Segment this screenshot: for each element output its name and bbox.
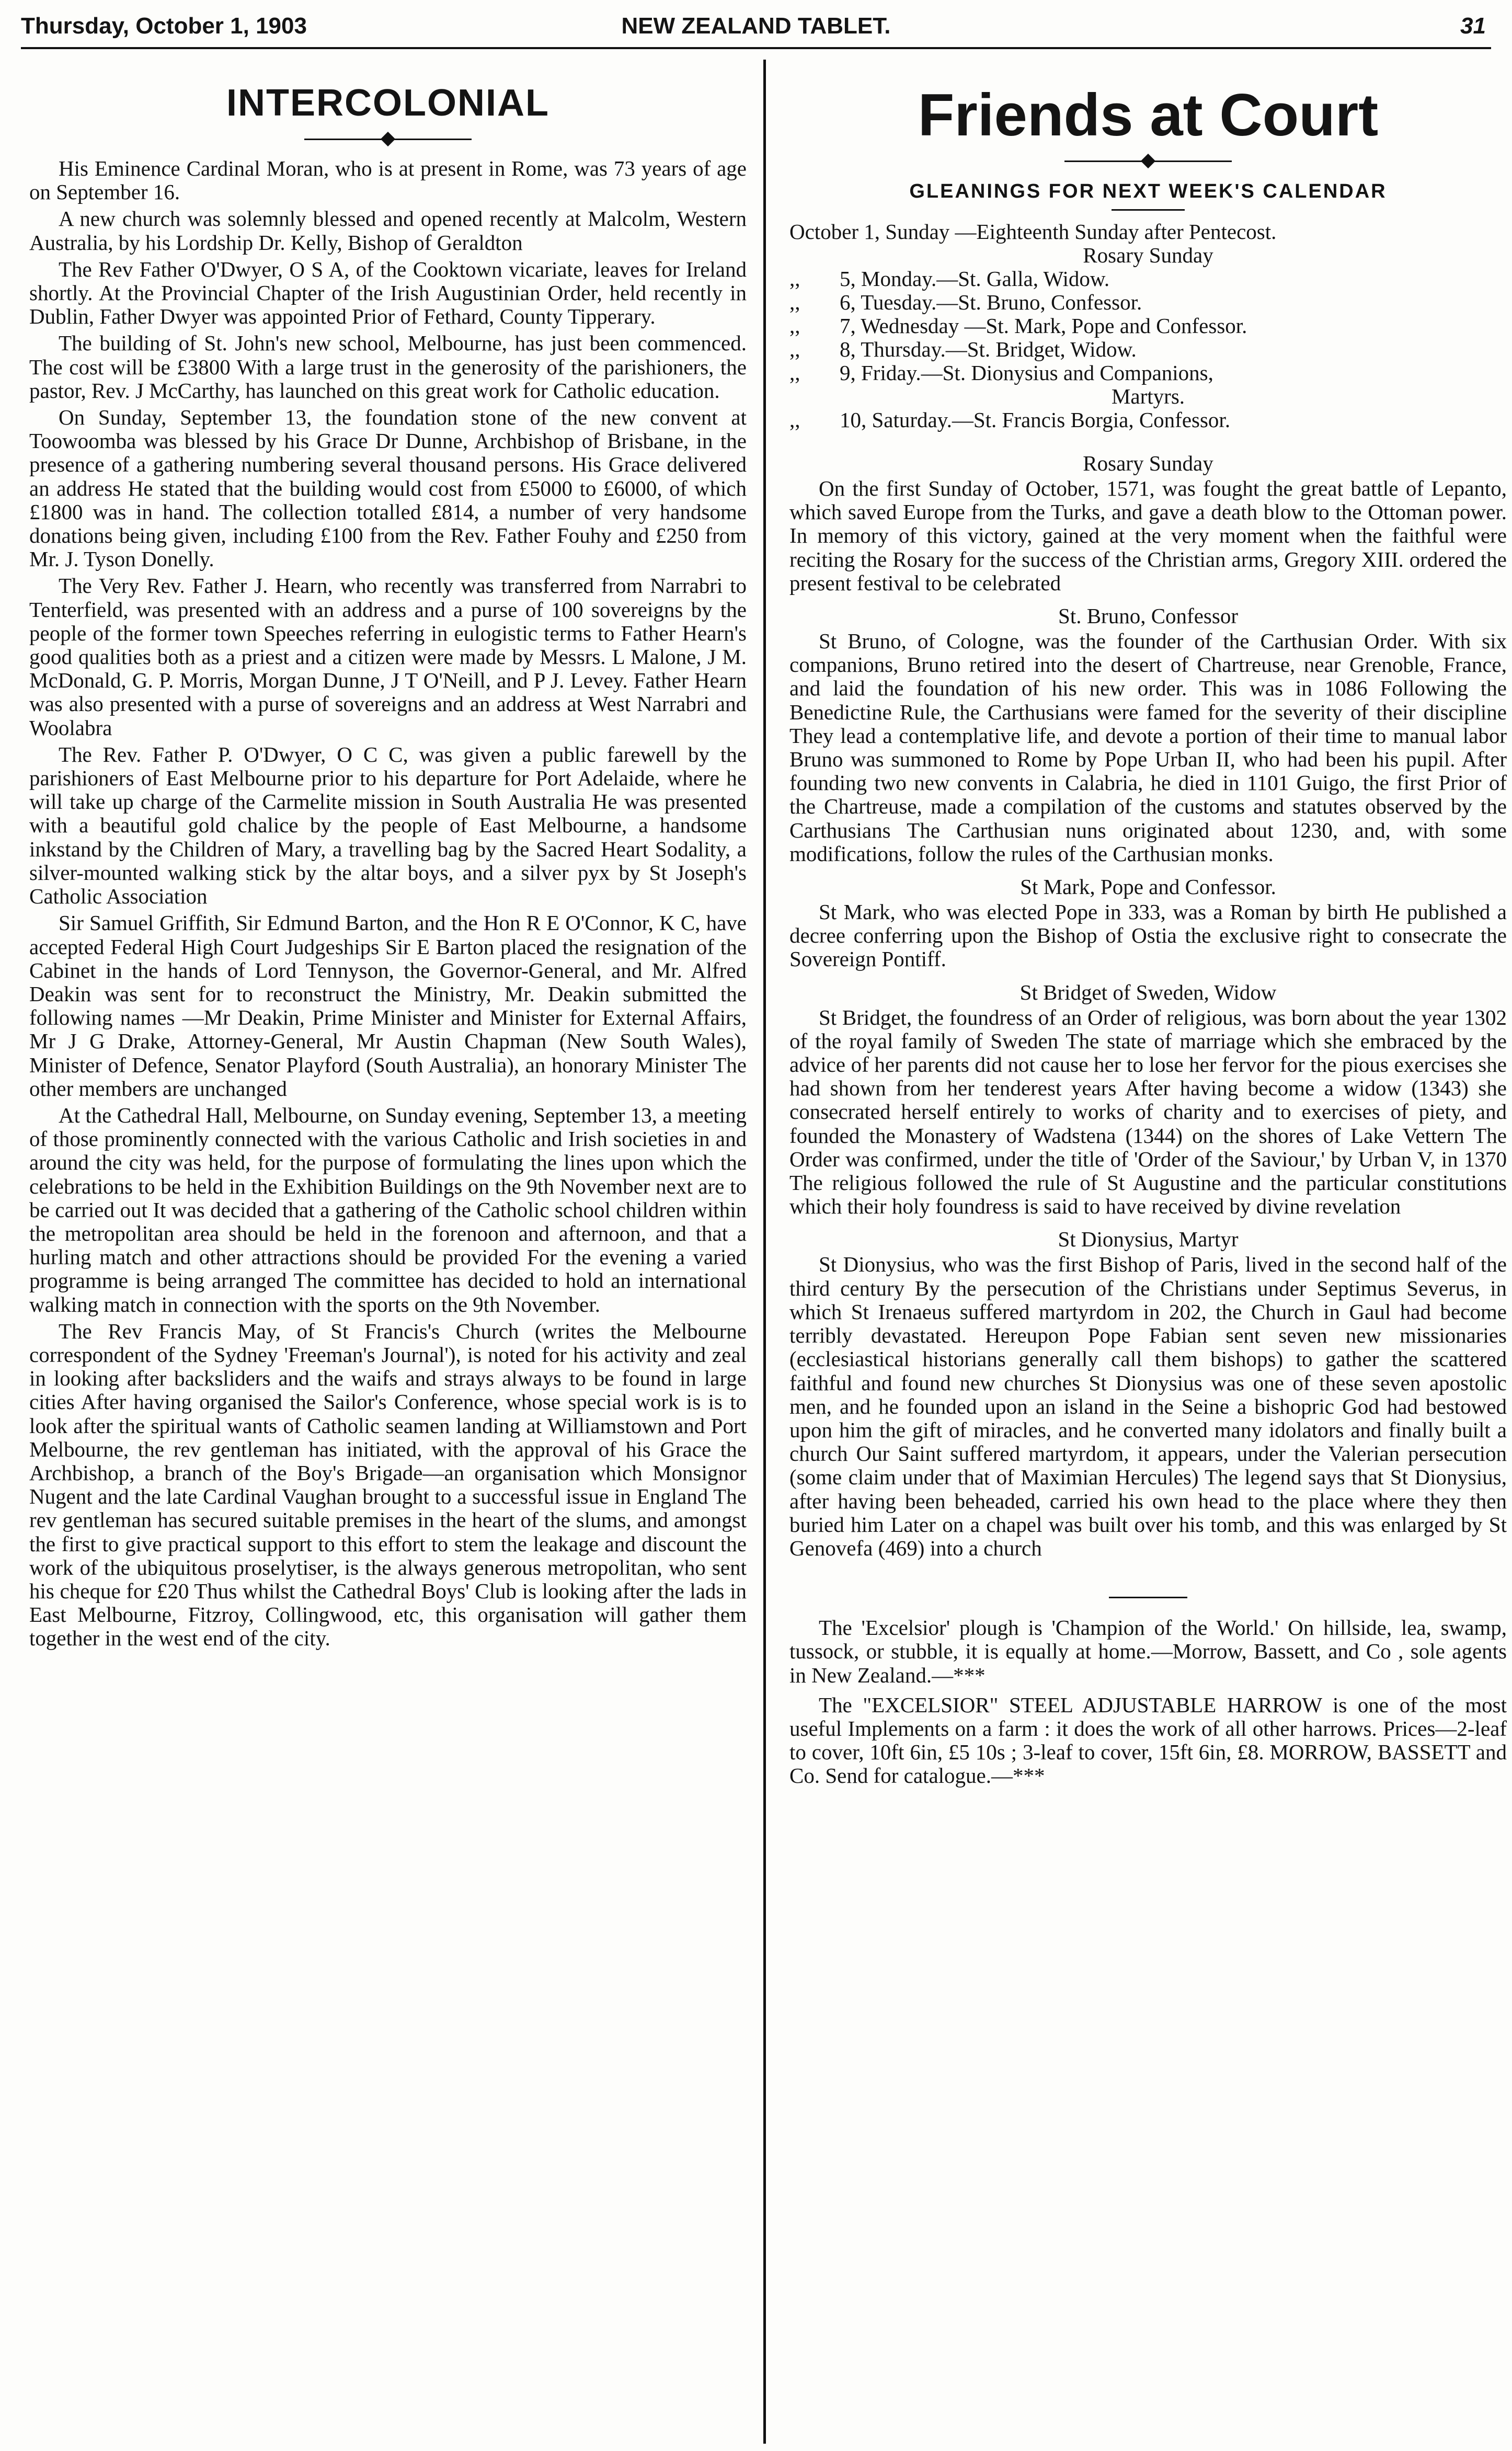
article-paragraph: A new church was solemnly blessed and opened recently at Malcolm, Western Australia, by his Lordship Dr. Kelly, Bishop of Geraldton xyxy=(29,207,747,255)
section-paragraph: St Bridget, the foundress of an Order of religious, was born about the year 1302 of the royal family of Sweden The state of marriage which she embraced by the advice of her parents did not cause her to lose her fervor for the pious exercises she had shown from her tenderest years After having become a widow (1343) she consecrated herself entirely to works of charity and to exercises of piety, and founded the Monastery of Wadstena (1344) on the shores of Lake Vettern The Order was confirmed, under the title of 'Order of the Saviour,' by Urban V, in 1370 The religious followed the rule of St Augustine and the particular constitutions which their holy foundress is said to have received by divine revelation xyxy=(789,1005,1507,1219)
section-paragraph: St Mark, who was elected Pope in 333, was a Roman by birth He published a decree conferring upon the Bishop of Ostia the exclusive right to consecrate the Sovereign Pontiff. xyxy=(789,900,1507,971)
advertisement-paragraph: The "EXCELSIOR" STEEL ADJUSTABLE HARROW is one of the most useful Implements on a farm : it does the work of all other harrows. Prices—2-leaf to cover, 10ft 6in, £5 10s ; 3-leaf to cover, 15ft 6in, £8. MORROW, BASSETT and Co. Send for catalogue.—*** xyxy=(789,1692,1507,1788)
issue-date: Thursday, October 1, 1903 xyxy=(21,13,307,39)
diamond-ornament-rule xyxy=(304,130,472,148)
advertisement-paragraph: The 'Excelsior' plough is 'Champion of the World.' On hillside, lea, swamp, tussock, or stubble, it is equally at home.—Morrow, Bassett, and Co , sole agents in New Zealand.—*** xyxy=(789,1616,1507,1687)
article-paragraph: On Sunday, September 13, the foundation stone of the new convent at Toowoomba was blessed by his Grace Dr Dunne, Archbishop of Brisbane, in the presence of a gathering numbering several thousand persons. His Grace delivered an address He stated that the building would cost from £5000 to £6000, of which £1800 was in hand. The collection totalled £814, a number of very handsome donations being given, including £100 from the Rev. Father Fouhy and £250 from Mr. J. Tyson Donelly. xyxy=(29,405,747,571)
section-paragraph: St Dionysius, who was the first Bishop of Paris, lived in the second half of the third century By the persecution of the Christians under Septimus Severus, in which St Irenaeus suffered martyrdom in 202, the Church in Gaul had become terribly devastated. Hereupon Pope Fabian sent seven new missionaries (ecclesiastical historians generally call them bishops) to gather the scattered faithful and found new churches St Dionysius was one of these seven apostolic men, and he founded upon an island in the Seine a bishopric God had bestowed upon him the gift of miracles, and he converted many idolators and finally built a church Our Saint suffered martyrdom, it appears, under the Valerian persecution (some claim under that of Maximian Hercules) The legend says that St Dionysius, after having been beheaded, carried his own head to the place where they then buried him Later on a chapel was built over his tomb, and this was enlarged by St Genovefa (469) into a church xyxy=(789,1252,1507,1560)
article-paragraph: The Rev Father O'Dwyer, O S A, of the Cooktown vicariate, leaves for Ireland shortly. At the Provincial Chapter of the Irish Augustinian Order, held recently in Dublin, Father Dwyer was appointed Prior of Fethard, County Tipperary. xyxy=(29,257,747,329)
calendar-entry xyxy=(789,220,1507,267)
divider-rule xyxy=(1109,1597,1187,1598)
calendar-entry-text: 9, Friday.—St. Dionysius and Companions, xyxy=(840,361,1213,385)
ditto-mark: ,, xyxy=(789,361,800,385)
ditto-mark: ,, xyxy=(789,290,800,314)
section-heading: St Mark, Pope and Confessor. xyxy=(1020,875,1276,899)
ditto-mark: ,, xyxy=(789,408,800,432)
article-paragraph: The building of St. John's new school, Melbourne, has just been commenced. The cost will be £3800 With a large trust in the generosity of the parishioners, the pastor, Rev. J McCarthy, has launched on this great work for Catholic education. xyxy=(29,331,747,403)
calendar-entry-continuation: Rosary Sunday xyxy=(1083,243,1213,267)
ditto-mark: ,, xyxy=(789,337,800,361)
friends-at-court-title: Friends at Court xyxy=(918,82,1379,148)
calendar-entry-continuation: Martyrs. xyxy=(1111,384,1185,408)
calendar-list xyxy=(789,220,1507,432)
column-divider xyxy=(763,60,766,2444)
article-paragraph: Sir Samuel Griffith, Sir Edmund Barton, and the Hon R E O'Connor, K C, have accepted Federal High Court Judgeships Sir E Barton placed the resignation of the Cabinet in the hands of Lord Tennyson, the Governor-General, and Mr. Alfred Deakin was sent for to reconstruct the Ministry, Mr. Deakin submitted the following names —Mr Deakin, Prime Minister and Minister for External Affairs, Mr J G Drake, Attorney-General, Mr Austin Chapman (New South Wales), Minister of Defence, Senator Playford (South Australia), an honorary Minister The other members are unchanged xyxy=(29,911,747,1101)
section-paragraph: St Bruno, of Cologne, was the founder of the Carthusian Order. With six companions, Bruno retired into the desert of Chartreuse, near Grenoble, France, and laid the foundation of his new order. This was in 1086 Following the Benedictine Rule, the Carthusians were famed for the severity of their discipline They lead a contemplative life, and devote a portion of their time to manual labor Bruno was summoned to Rome by Pope Urban II, who had been his pupil. After founding two new convents in Calabria, he died in 1101 Guigo, the first Prior of the Chartreuse, made a compilation of the customs and statutes observed by the Carthusians The Carthusian nuns originated about 1230, and, with some modifications, follow the rules of the Carthusian monks. xyxy=(789,629,1507,866)
article-paragraph: The Rev Francis May, of St Francis's Church (writes the Melbourne correspondent of the Sydney 'Freeman's Journal'), is noted for his activity and zeal in looking after backsliders and the waifs and strays always to be found in large cities After having organised the Sailor's Conference, whose special work is is to look after the spiritual wants of Catholic seamen landing at Williamstown and Port Melbourne, the rev gentleman has initiated, with the approval of his Grace the Archbishop, a branch of the Boy's Brigade—an organisation which Monsignor Nugent and the late Cardinal Vaughan brought to a successful issue in England The rev gentleman has secured suitable premises in the heart of the slums, and amongst the first to give practical support to this effort to stem the leakage and discount the work of the ubiquitous proselytiser, is the always generous metropolitan, who sent his cheque for £20 Thus whilst the Cathedral Boys' Club is looking after the lads in East Melbourne, Fitzroy, Collingwood, etc, this organisation will gather them together in the west end of the city. xyxy=(29,1319,747,1651)
calendar-entry xyxy=(789,291,1507,314)
intercolonial-column xyxy=(29,63,747,1654)
article-paragraph: At the Cathedral Hall, Melbourne, on Sunday evening, September 13, a meeting of those prominently connected with the various Catholic and Irish societies in and around the city was held, for the purpose of formulating the lines upon which the celebrations to be held in the Exhibition Buildings on the 9th November next are to be carried out It was decided that a gathering of the Catholic school children within the metropolitan area should be held in the forenoon and afternoon, and that a hurling match and other attractions should be provided For the evening a varied programme is being arranged The committee has decided to hold an international walking match in connection with the sports on the 9th November. xyxy=(29,1103,747,1316)
friends-at-court-column xyxy=(789,63,1507,1794)
article-paragraph: The Rev. Father P. O'Dwyer, O C C, was given a public farewell by the parishioners of East Melbourne prior to his departure for Port Adelaide, where he will take up charge of the Carmelite mission in South Australia He was presented with a beautiful gold chalice by the people of East Melbourne, a handsome inkstand by the Children of Mary, a travelling bag by the Sacred Heart Sodality, a silver-mounted walking stick by the altar boys, and a silver pyx by St Joseph's Catholic Association xyxy=(29,742,747,909)
section-heading: Rosary Sunday xyxy=(1083,451,1213,475)
ditto-mark: ,, xyxy=(789,267,800,291)
diamond-ornament-rule xyxy=(1064,152,1232,170)
article-paragraph: His Eminence Cardinal Moran, who is at present in Rome, was 73 years of age on September 16. xyxy=(29,156,747,204)
page-number: 31 xyxy=(1460,13,1486,39)
calendar-entry-text: October 1, Sunday —Eighteenth Sunday after Pentecost. xyxy=(789,220,1277,244)
calendar-entry xyxy=(789,267,1507,291)
calendar-entry-text: 8, Thursday.—St. Bridget, Widow. xyxy=(840,337,1137,361)
calendar-entry xyxy=(789,408,1507,432)
section-heading: St. Bruno, Confessor xyxy=(1058,604,1238,628)
article-paragraph: The Very Rev. Father J. Hearn, who recently was transferred from Narrabri to Tenterfield, was presented with an address and a purse of 100 sovereigns by the people of the former town Speeches referring in eulogistic terms to Father Hearn's good qualities both as a priest and a citizen were made by Messrs. L Malone, J M. McDonald, G. P. Morris, Morgan Dunne, J T O'Neill, and P J. Levey. Father Hearn was also presented with a purse of sovereigns and an address at West Narrabri and Woolabra xyxy=(29,574,747,740)
publication-title: NEW ZEALAND TABLET. xyxy=(621,13,891,39)
intercolonial-heading: INTERCOLONIAL xyxy=(226,82,549,124)
calendar-entry-text: 6, Tuesday.—St. Bruno, Confessor. xyxy=(840,290,1142,314)
section-heading: St Dionysius, Martyr xyxy=(1058,1227,1239,1252)
section-heading: St Bridget of Sweden, Widow xyxy=(1020,980,1277,1004)
calendar-entry-text: 10, Saturday.—St. Francis Borgia, Confessor. xyxy=(840,408,1231,432)
calendar-entry-text: 5, Monday.—St. Galla, Widow. xyxy=(840,267,1110,291)
section-paragraph: On the first Sunday of October, 1571, was fought the great battle of Lepanto, which saved Europe from the Turks, and gave a death blow to the Ottoman power. In memory of this victory, gained at the very moment when the faithful were reciting the Rosary for the success of the Christian arms, Gregory XIII. ordered the present festival to be celebrated xyxy=(789,476,1507,595)
calendar-entry xyxy=(789,338,1507,361)
calendar-entry-text: 7, Wednesday —St. Mark, Pope and Confessor. xyxy=(840,314,1247,338)
calendar-entry xyxy=(789,361,1507,408)
ditto-mark: ,, xyxy=(789,314,800,338)
divider-rule xyxy=(1112,209,1185,211)
calendar-subheading: GLEANINGS FOR NEXT WEEK'S CALENDAR xyxy=(909,180,1387,202)
calendar-entry xyxy=(789,314,1507,338)
page-header xyxy=(21,10,1491,49)
